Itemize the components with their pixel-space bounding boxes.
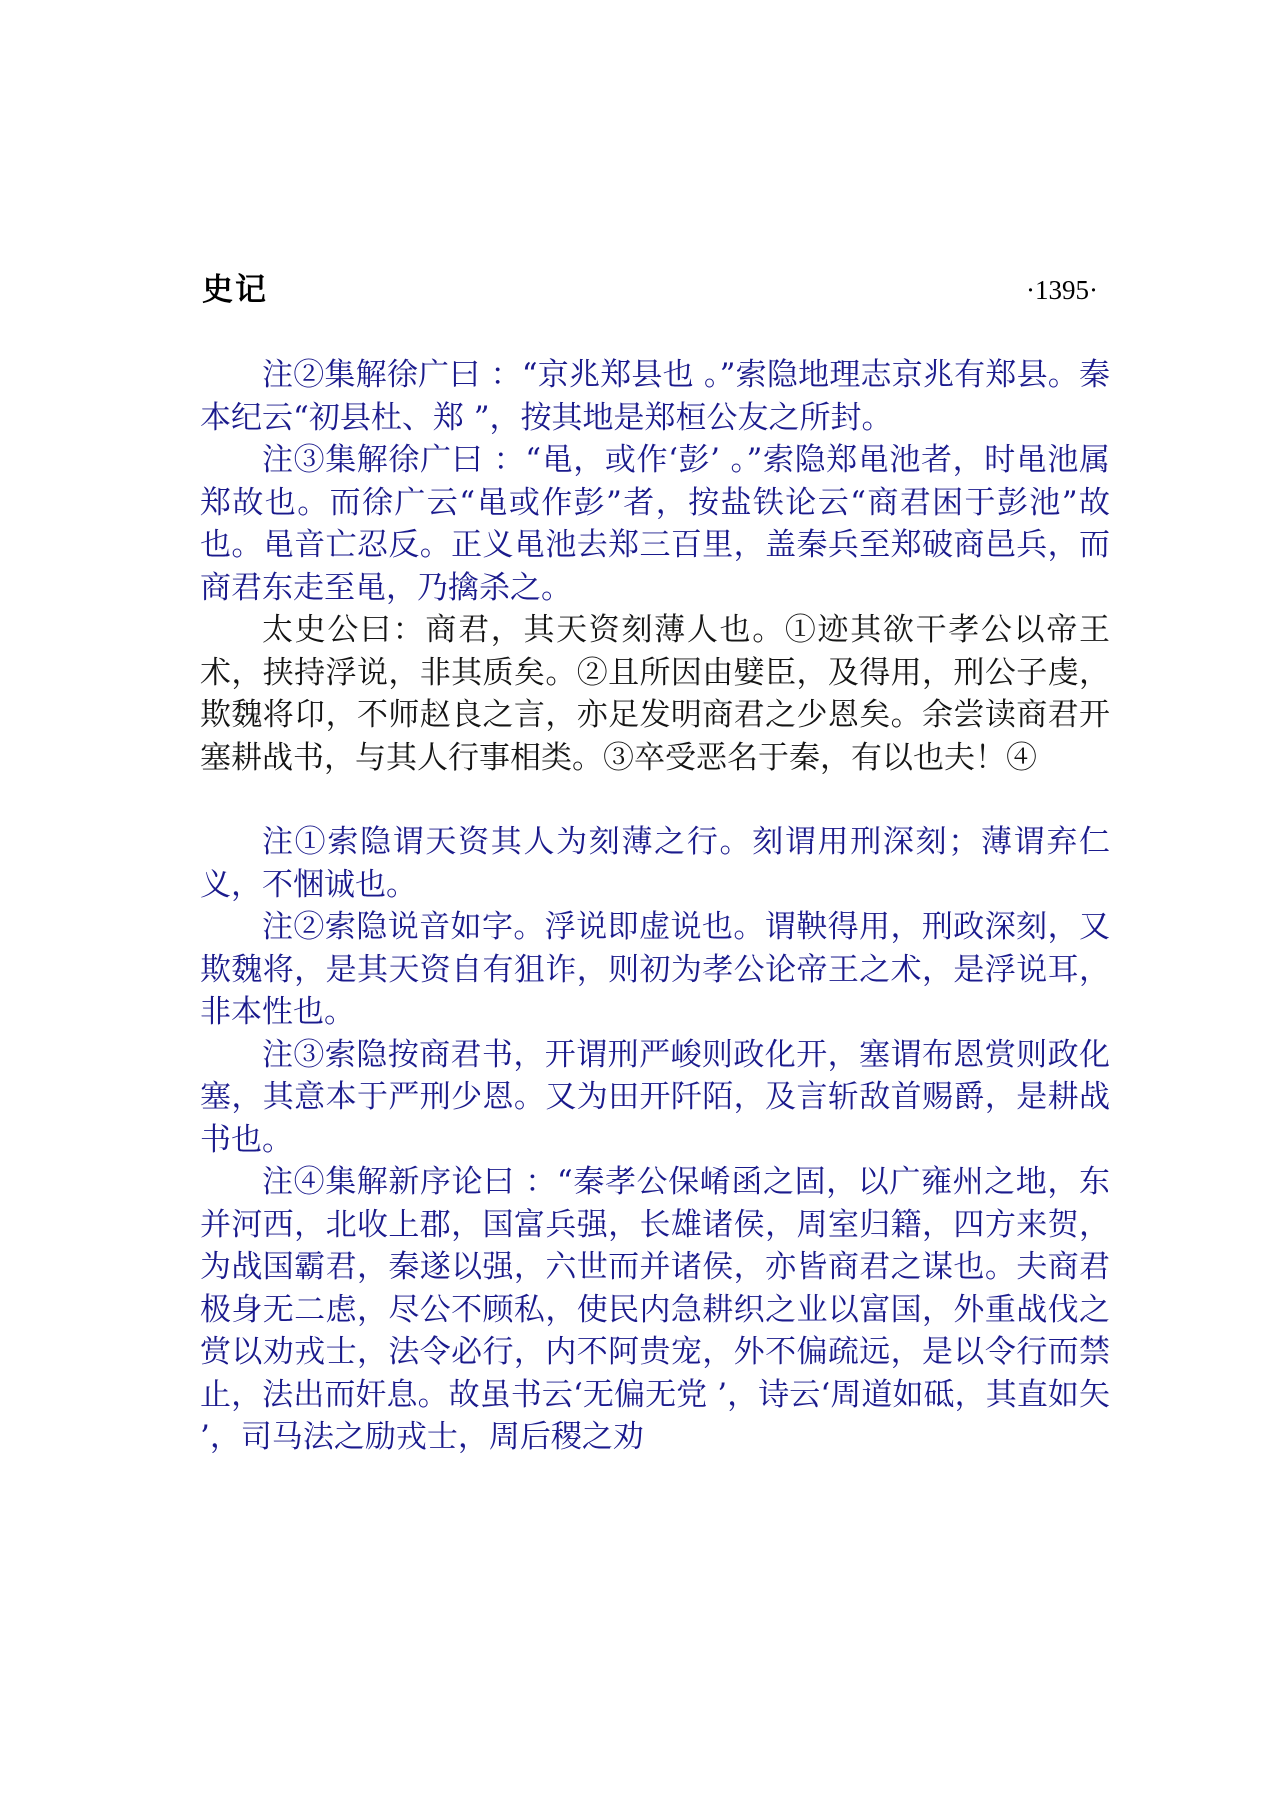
- page-body: [200, 354, 1110, 1459]
- page-number: ·1395·: [1026, 275, 1098, 305]
- book-title: 史记: [202, 272, 268, 308]
- note-paragraph: 注②索隐说音如字。浮说即虚说也。谓鞅得用，刑政深刻，又欺魏将，是其天资自有狙诈，则初为孝公论帝王之术，是浮说耳，非本性也。: [200, 909, 1110, 1030]
- note-paragraph: 注④集解新序论曰 ：“秦孝公保崤函之固，以广雍州之地，东并河西，北收上郡，国富兵强，长雄诸侯，周室归籍，四方来贺，为战国霸君，秦遂以强，六世而并诸侯，亦皆商君之谋也。夫商君极身无二虑，尽公不顾私，使民内急耕织之业以富国，外重战伐之赏以劝戎士，法令必行，内不阿贵宠，外不偏疏远，是以令行而禁止，法出而奸息。故虽书云‘无偏无党 ’，诗云‘周道如砥，其直如矢 ’，司马法之励戎士，周后稷之劝: [200, 1164, 1110, 1455]
- paragraph-gap: [200, 779, 1110, 821]
- page-header: [202, 270, 1098, 314]
- main-text-paragraph: 太史公曰：商君，其天资刻薄人也。①迹其欲干孝公以帝王术，挟持浮说，非其质矣。②且所因由嬖臣，及得用，刑公子虔，欺魏将卬，不师赵良之言，亦足发明商君之少恩矣。余尝读商君开塞耕战书，与其人行事相类。③卒受恶名于秦，有以也夫！④: [200, 612, 1110, 776]
- note-paragraph: 注③集解徐广曰 ：“黾，或作‘彭’ 。”索隐郑黾池者，时黾池属郑故也。而徐广云“黾或作彭”者，按盐铁论云“商君困于彭池”故也。黾音亡忍反。正义黾池去郑三百里，盖秦兵至郑破商邑兵，而商君东走至黾，乃擒杀之。: [200, 442, 1110, 606]
- note-paragraph: 注②集解徐广曰 ：“京兆郑县也 。”索隐地理志京兆有郑县。秦本纪云“初县杜、郑 ”，按其地是郑桓公友之所封。: [200, 357, 1110, 436]
- note-paragraph: 注③索隐按商君书，开谓刑严峻则政化开，塞谓布恩赏则政化塞，其意本于严刑少恩。又为田开阡陌，及言斩敌首赐爵，是耕战书也。: [200, 1036, 1110, 1158]
- note-paragraph: 注①索隐谓天资其人为刻薄之行。刻谓用刑深刻；薄谓弃仁义，不悃诚也。: [200, 824, 1110, 903]
